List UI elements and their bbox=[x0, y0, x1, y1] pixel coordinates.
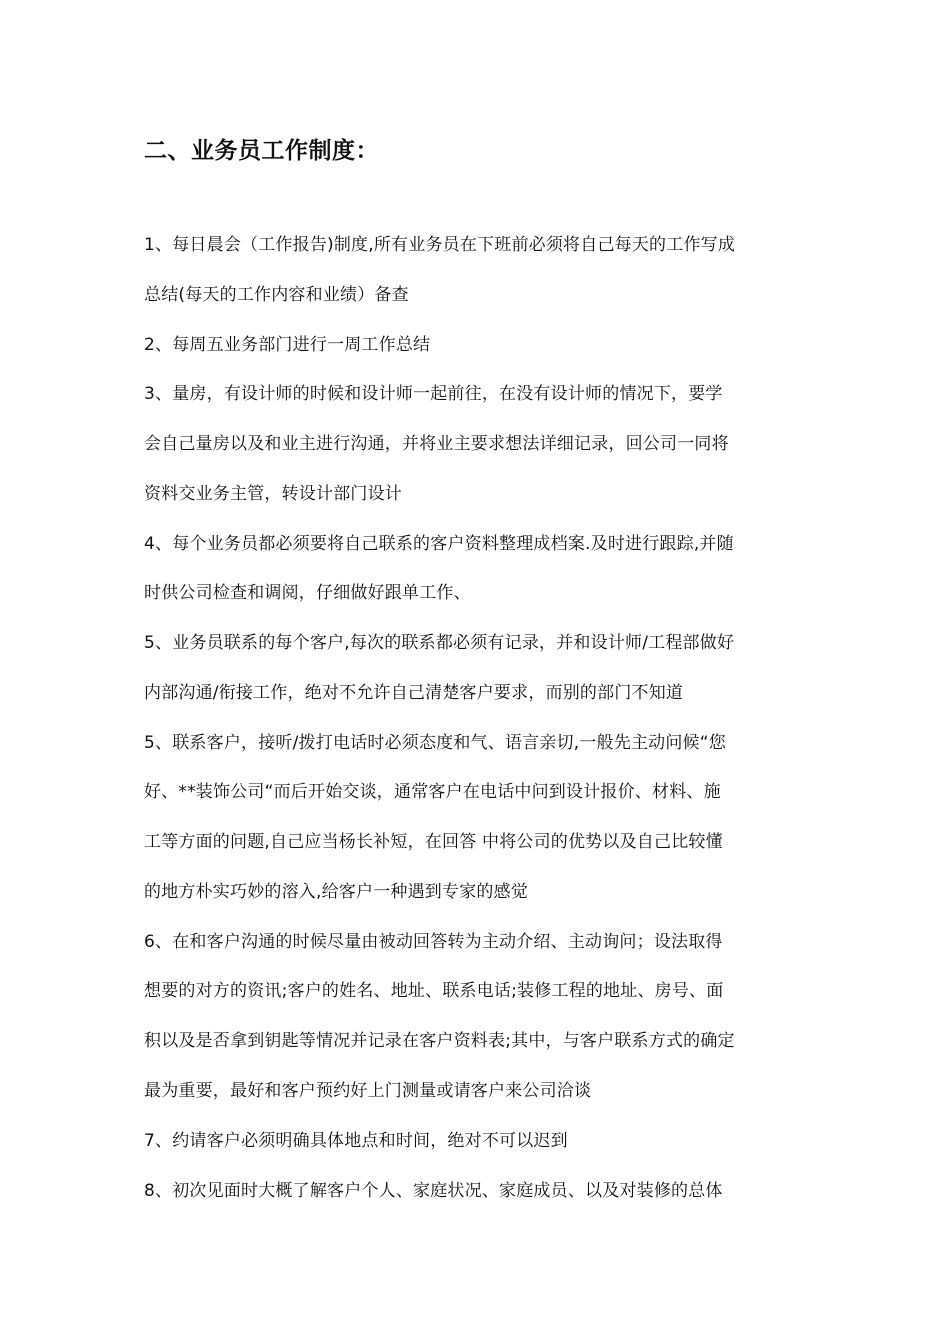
text-line: 会自己量房以及和业主进行沟通，并将业主要求想法详细记录，回公司一同将 bbox=[144, 434, 729, 454]
text-line: 总结(每天的工作内容和业绩）备查 bbox=[144, 285, 409, 305]
text-line: 4、每个业务员都必须要将自己联系的客户资料整理成档案.及时进行跟踪,并随 bbox=[144, 534, 734, 554]
text-line: 好、**装饰公司“而后开始交谈，通常客户在电话中问到设计报价、材料、施 bbox=[144, 782, 721, 802]
text-line: 1、每日晨会（工作报告)制度,所有业务员在下班前必须将自己每天的工作写成 bbox=[144, 235, 736, 255]
text-line: 2、每周五业务部门进行一周工作总结 bbox=[144, 335, 431, 355]
text-line: 8、初次见面时大概了解客户个人、家庭状况、家庭成员、以及对装修的总体 bbox=[144, 1181, 723, 1201]
text-line: 工等方面的问题,自己应当杨长补短，在回答 中将公司的优势以及自己比较懂 bbox=[144, 832, 723, 852]
text-line: 最为重要，最好和客户预约好上门测量或请客户来公司洽谈 bbox=[144, 1081, 592, 1101]
text-line: 想要的对方的资讯;客户的姓名、地址、联系电话;装修工程的地址、房号、面 bbox=[144, 981, 724, 1001]
text-line: 7、约请客户必须明确具体地点和时间，绝对不可以迟到 bbox=[144, 1131, 568, 1151]
text-line: 6、在和客户沟通的时候尽量由被动回答转为主动介绍、主动询问；设法取得 bbox=[144, 932, 723, 952]
text-line: 5、业务员联系的每个客户,每次的联系都必须有记录，并和设计师/工程部做好 bbox=[144, 633, 735, 653]
text-line: 资料交业务主管，转设计部门设计 bbox=[144, 484, 402, 504]
text-line: 5、联系客户，接听/拨打电话时必须态度和气、语言亲切,一般先主动问候“您 bbox=[144, 733, 726, 753]
text-line: 3、量房，有设计师的时候和设计师一起前往，在没有设计师的情况下，要学 bbox=[144, 384, 723, 404]
text-line: 内部沟通/衔接工作，绝对不允许自己清楚客户要求，而别的部门不知道 bbox=[144, 683, 684, 703]
text-line: 时供公司检查和调阅，仔细做好跟单工作、 bbox=[144, 583, 471, 603]
text-line: 积以及是否拿到钥匙等情况并记录在客户资料表;其中，与客户联系方式的确定 bbox=[144, 1031, 735, 1051]
text-line: 的地方朴实巧妙的溶入,给客户一种遇到专家的感觉 bbox=[144, 882, 529, 902]
section-heading: 二、业务员工作制度： bbox=[144, 138, 379, 164]
